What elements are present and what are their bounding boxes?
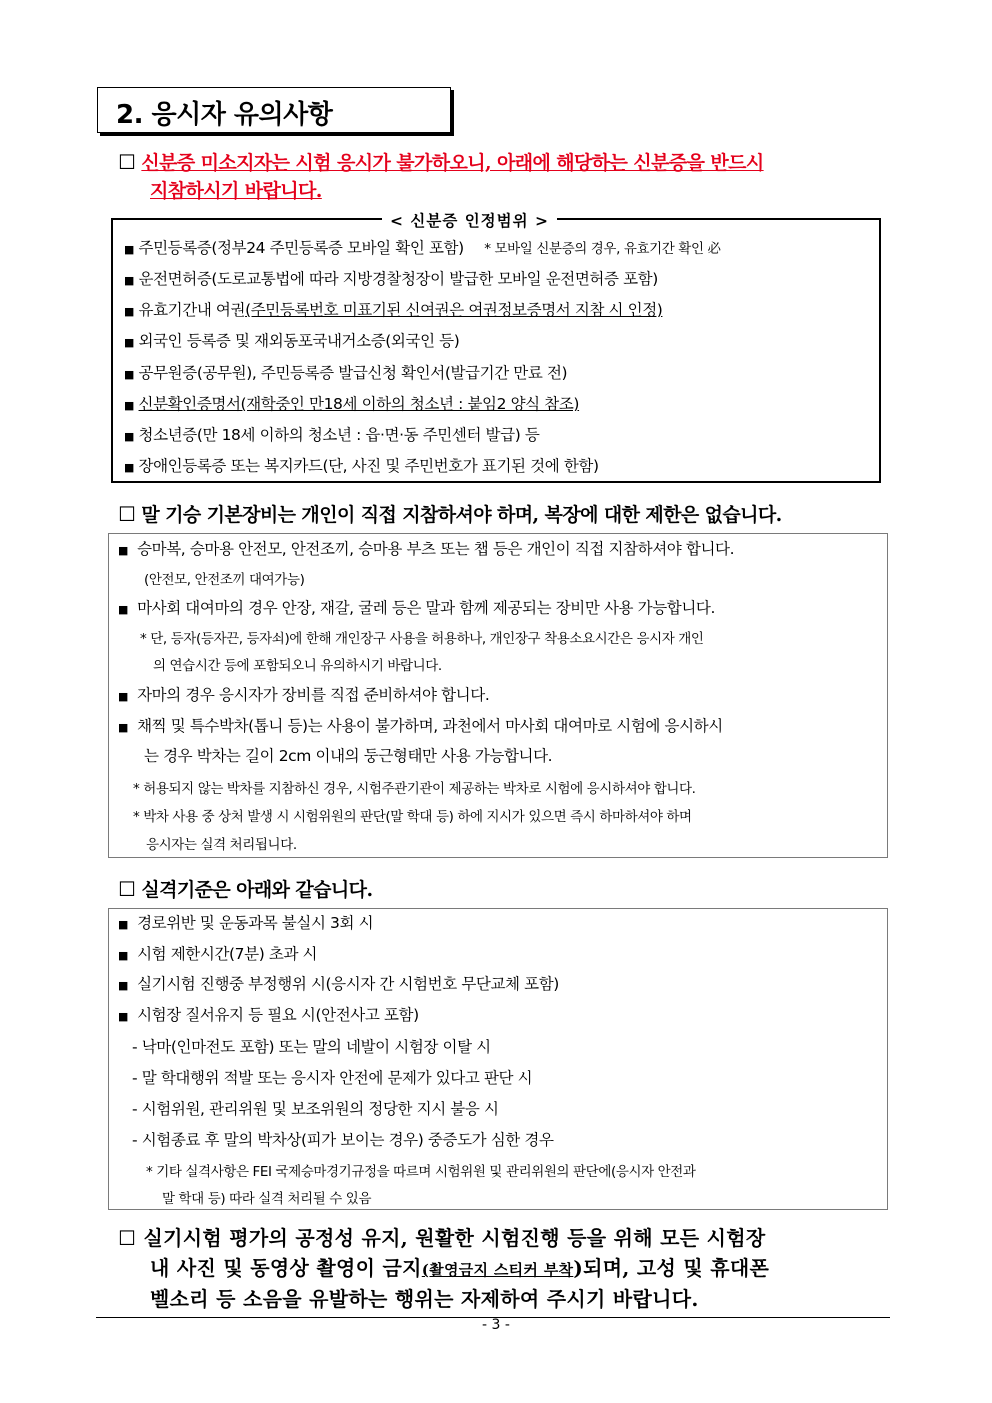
checkbox-square-icon: ☐ [118, 1226, 137, 1250]
equipment-item: ■ 자마의 경우 응시자가 장비를 직접 준비하셔야 합니다. [118, 686, 490, 704]
checkbox-square-icon: ☐ [118, 877, 136, 901]
section-title: 2. 응시자 유의사항 [116, 100, 333, 130]
bullet-icon: ■ [124, 430, 134, 443]
disqualification-sub: - 시험종료 후 말의 박차상(피가 보이는 경우) 중증도가 심한 경우 [132, 1131, 554, 1149]
disqualification-item: ■ 시험 제한시간(7분) 초과 시 [118, 945, 318, 963]
equipment-item-cont: (안전모, 안전조끼 대여가능) [144, 572, 305, 588]
bullet-icon: ■ [124, 274, 134, 287]
id-item: ■ 장애인등록증 또는 복지카드(단, 사진 및 주민번호가 표기된 것에 한함) [124, 457, 599, 475]
photo-notice-line2: 내 사진 및 동영상 촬영이 금지(촬영금지 스티커 부착)되며, 고성 및 휴대폰 [150, 1256, 770, 1280]
equipment-item: ■ 마사회 대여마의 경우 안장, 재갈, 굴레 등은 말과 함께 제공되는 장비만 사용 가능합니다. [118, 599, 716, 617]
id-notice-line2: 지참하시기 바랍니다. [150, 180, 322, 202]
bullet-icon: ■ [124, 305, 134, 318]
bullet-icon: ■ [118, 949, 128, 962]
checkbox-square-icon: ☐ [118, 502, 136, 526]
bullet-icon: ■ [118, 721, 128, 734]
bullet-icon: ■ [124, 399, 134, 412]
checkbox-square-icon: ☐ [118, 150, 136, 174]
equipment-note-cont: 의 연습시간 등에 포함되오니 유의하시기 바랍니다. [153, 658, 442, 674]
id-item: ■ 청소년증(만 18세 이하의 청소년 : 읍·면·동 주민센터 발급) 등 [124, 426, 540, 444]
equipment-heading: ☐ 말 기승 기본장비는 개인이 직접 지참하셔야 하며, 복장에 대한 제한은 없습니다. [118, 502, 782, 526]
bullet-icon: ■ [118, 918, 128, 931]
bullet-icon: ■ [124, 336, 134, 349]
id-notice-line1: ☐ 신분증 미소지자는 시험 응시가 불가하오니, 아래에 해당하는 신분증을 반드시 [118, 150, 764, 174]
disqualification-sub: - 낙마(인마전도 포함) 또는 말의 네발이 시험장 이탈 시 [132, 1038, 491, 1056]
photo-notice-line1: ☐ 실기시험 평가의 공정성 유지, 원활한 시험진행 등을 위해 모든 시험장 [118, 1226, 766, 1250]
id-item: ■ 운전면허증(도로교통법에 따라 지방경찰청장이 발급한 모바일 운전면허증 포함) [124, 270, 658, 288]
id-item: ■ 외국인 등록증 및 재외동포국내거소증(외국인 등) [124, 332, 460, 350]
id-item: ■ 공무원증(공무원), 주민등록증 발급신청 확인서(발급기간 만료 전) [124, 364, 568, 382]
disqualification-heading: ☐ 실격기준은 아래와 같습니다. [118, 877, 373, 901]
disqualification-note: * 기타 실격사항은 FEI 국제승마경기규정을 따르며 시험위원 및 관리위원의 판단에(응시자 안전과 [146, 1164, 696, 1180]
disqualification-sub: - 시험위원, 관리위원 및 보조위원의 정당한 지시 불응 시 [132, 1100, 499, 1118]
equipment-note: * 허용되지 않는 박차를 지참하신 경우, 시험주관기관이 제공하는 박차로 시험에 응시하셔야 합니다. [133, 781, 696, 797]
equipment-note-cont: 응시자는 실격 처리됩니다. [146, 837, 297, 853]
section-title-box [97, 87, 451, 133]
disqualification-note-cont: 말 학대 등) 따라 실격 처리될 수 있음 [162, 1191, 372, 1207]
equipment-item: ■ 채찍 및 특수박차(톱니 등)는 사용이 불가하며, 과천에서 마사회 대여마로 시험에 응시하시 [118, 717, 723, 735]
equipment-item-cont: 는 경우 박차는 길이 2cm 이내의 둥근형태만 사용 가능합니다. [144, 747, 553, 765]
photo-notice-line3: 벨소리 등 소음을 유발하는 행위는 자제하여 주시기 바랍니다. [150, 1287, 699, 1311]
equipment-note: * 단, 등자(등자끈, 등자쇠)에 한해 개인장구 사용을 허용하나, 개인장구 착용소요시간은 응시자 개인 [140, 631, 704, 647]
bullet-icon: ■ [118, 1010, 128, 1023]
id-item: ■ 신분확인증명서(재학중인 만18세 이하의 청소년 : 붙임2 양식 참조) [124, 395, 580, 413]
mobile-id-note: * 모바일 신분증의 경우, 유효기간 확인 必 [484, 241, 721, 257]
bullet-icon: ■ [124, 461, 134, 474]
id-item: ■ 주민등록증(정부24 주민등록증 모바일 확인 포함) * 모바일 신분증의 경우, 유효기간 확인 必 [124, 239, 721, 257]
bullet-icon: ■ [118, 690, 128, 703]
disqualification-sub: - 말 학대행위 적발 또는 응시자 안전에 문제가 있다고 판단 시 [132, 1069, 533, 1087]
id-range-legend: < 신분증 인정범위 > [382, 209, 557, 231]
id-item: ■ 유효기간내 여권(주민등록번호 미표기된 신여권은 여권정보증명서 지참 시 인정) [124, 301, 663, 319]
bullet-icon: ■ [124, 243, 134, 256]
disqualification-item: ■ 경로위반 및 운동과목 불실시 3회 시 [118, 914, 374, 932]
bullet-icon: ■ [124, 368, 134, 381]
page-number: - 3 - [482, 1317, 510, 1333]
disqualification-item: ■ 실기시험 진행중 부정행위 시(응시자 간 시험번호 무단교체 포함) [118, 975, 559, 993]
bullet-icon: ■ [118, 979, 128, 992]
disqualification-item: ■ 시험장 질서유지 등 필요 시(안전사고 포함) [118, 1006, 419, 1024]
bullet-icon: ■ [118, 544, 128, 557]
bullet-icon: ■ [118, 603, 128, 616]
equipment-item: ■ 승마복, 승마용 안전모, 안전조끼, 승마용 부츠 또는 챕 등은 개인이 직접 지참하셔야 합니다. [118, 540, 735, 558]
equipment-note: * 박차 사용 중 상처 발생 시 시험위원의 판단(말 학대 등) 하에 지시가 있으면 즉시 하마하셔야 하며 [133, 809, 692, 825]
